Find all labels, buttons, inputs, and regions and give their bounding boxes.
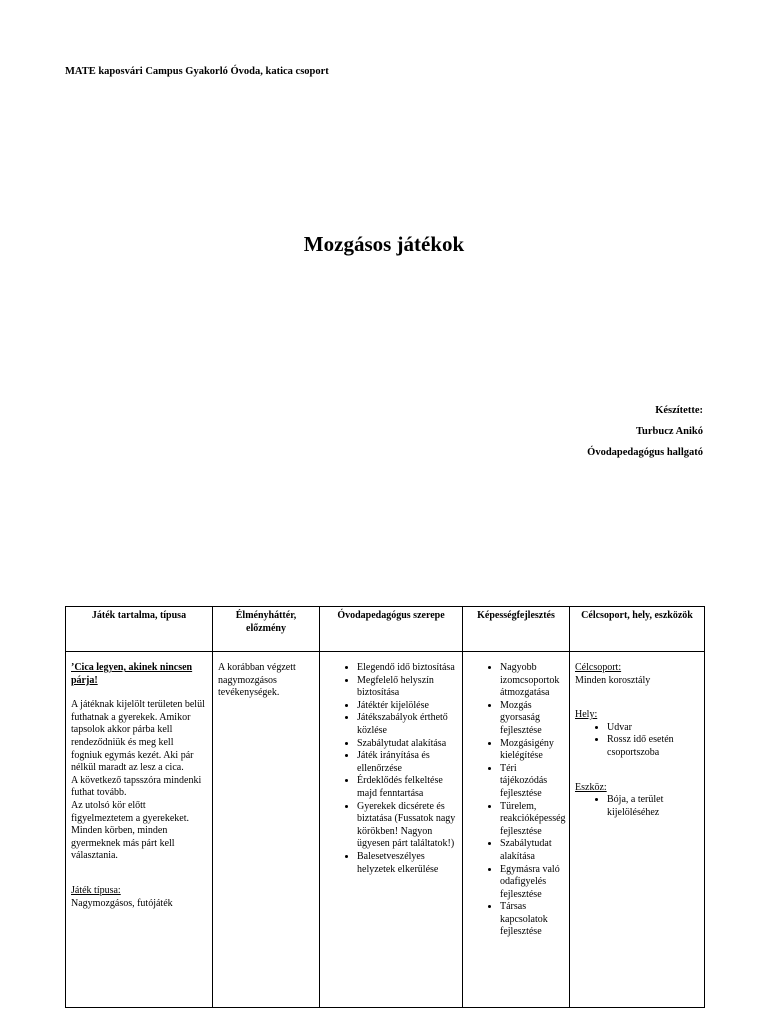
cell-teacher-role bbox=[320, 652, 463, 1008]
target-group-label: Célcsoport: bbox=[575, 662, 622, 673]
tools-list bbox=[575, 794, 699, 819]
teacher-role-list bbox=[325, 662, 457, 876]
skill-list bbox=[468, 662, 564, 939]
list-item: • Udvar bbox=[607, 722, 699, 735]
tools-label: Eszköz: bbox=[575, 781, 607, 793]
author-label: Készítette: bbox=[655, 405, 703, 416]
list-item: • Szabálytudat alakítása bbox=[357, 738, 457, 751]
header-game-content: Játék tartalma, típusa bbox=[66, 607, 213, 652]
header-teacher-role: Óvodapedagógus szerepe bbox=[320, 607, 463, 652]
place-label: Hely: bbox=[575, 709, 598, 721]
list-item: • Nagyobb izomcsoportok átmozgatása bbox=[500, 662, 564, 700]
game-type-label: Játék típusa: bbox=[71, 884, 121, 896]
list-item: • Játéktér kijelölése bbox=[357, 700, 457, 713]
list-item: • Balesetveszélyes helyzetek elkerülése bbox=[357, 851, 457, 876]
cell-target-place-tools bbox=[570, 652, 705, 1008]
list-item: • Megfelelő helyszín biztosítása bbox=[357, 675, 457, 700]
game-type-value: Nagymozgásos, futójáték bbox=[71, 897, 173, 909]
cell-skill-development bbox=[463, 652, 570, 1008]
list-item: • Érdeklődés felkeltése majd fenntartása bbox=[357, 775, 457, 800]
game-description-4: Minden körben, minden gyermeknek más párt kell választania. bbox=[71, 825, 175, 862]
table-row bbox=[66, 652, 705, 1008]
game-description-2: A következő tapsszóra mindenki futhat tovább. bbox=[71, 774, 202, 799]
game-name: ’Cica legyen, akinek nincsen párja! bbox=[71, 662, 193, 686]
author-block bbox=[587, 404, 703, 467]
list-item: • Türelem, reakcióképesség fejlesztése bbox=[500, 801, 564, 839]
header-target-place-tools: Célcsoport, hely, eszközök bbox=[570, 607, 705, 652]
list-item: • Egymásra való odafigyelés fejlesztése bbox=[500, 864, 564, 902]
game-description-3: Az utolsó kör előtt figyelmeztetem a gyerekeket. bbox=[71, 799, 189, 824]
list-item: • Gyerekek dicsérete és biztatása (Fussatok nagy körökben! Nagyon ügyesen párt találtatok!) bbox=[357, 801, 457, 851]
list-item: • Mozgásigény kielégítése bbox=[500, 738, 564, 763]
list-item: • Mozgás gyorsaság fejlesztése bbox=[500, 700, 564, 738]
cell-experience bbox=[213, 652, 320, 1008]
author-role: Óvodapedagógus hallgató bbox=[587, 447, 703, 458]
document-title: Mozgásos játékok bbox=[303, 232, 465, 256]
list-item: • Rossz idő esetén csoportszoba bbox=[607, 734, 699, 759]
target-group-value: Minden korosztály bbox=[575, 674, 651, 686]
cell-game-content bbox=[66, 652, 213, 1008]
table-header-row bbox=[66, 607, 705, 652]
list-item: • Elegendő idő biztosítása bbox=[357, 662, 457, 675]
list-item: • Téri tájékozódás fejlesztése bbox=[500, 763, 564, 801]
header-experience: Élményháttér, előzmény bbox=[213, 607, 320, 652]
list-item: • Játékszabályok érthető közlése bbox=[357, 712, 457, 737]
list-item: • Társas kapcsolatok fejlesztése bbox=[500, 901, 564, 939]
header-skill-development: Képességfejlesztés bbox=[463, 607, 570, 652]
lesson-plan-table bbox=[65, 606, 705, 1008]
list-item: • Szabálytudat alakítása bbox=[500, 838, 564, 863]
list-item: • Játék irányítása és ellenőrzése bbox=[357, 750, 457, 775]
game-description-1: A játéknak kijelölt területen belül futhatnak a gyerekek. Amikor tapsolok akkor párba kell rendeződniük és meg kell fogniuk egymás kezét. Aki pár nélkül maradt az lesz a cica. bbox=[71, 699, 205, 774]
author-name: Turbucz Anikó bbox=[635, 426, 703, 437]
institution-header: MATE kaposvári Campus Gyakorló Óvoda, katica csoport bbox=[65, 66, 329, 77]
experience-text: A korábban végzett nagymozgásos tevékenységek. bbox=[218, 662, 296, 699]
place-list bbox=[575, 722, 699, 760]
list-item: • Bója, a terület kijelöléséhez bbox=[607, 794, 699, 819]
